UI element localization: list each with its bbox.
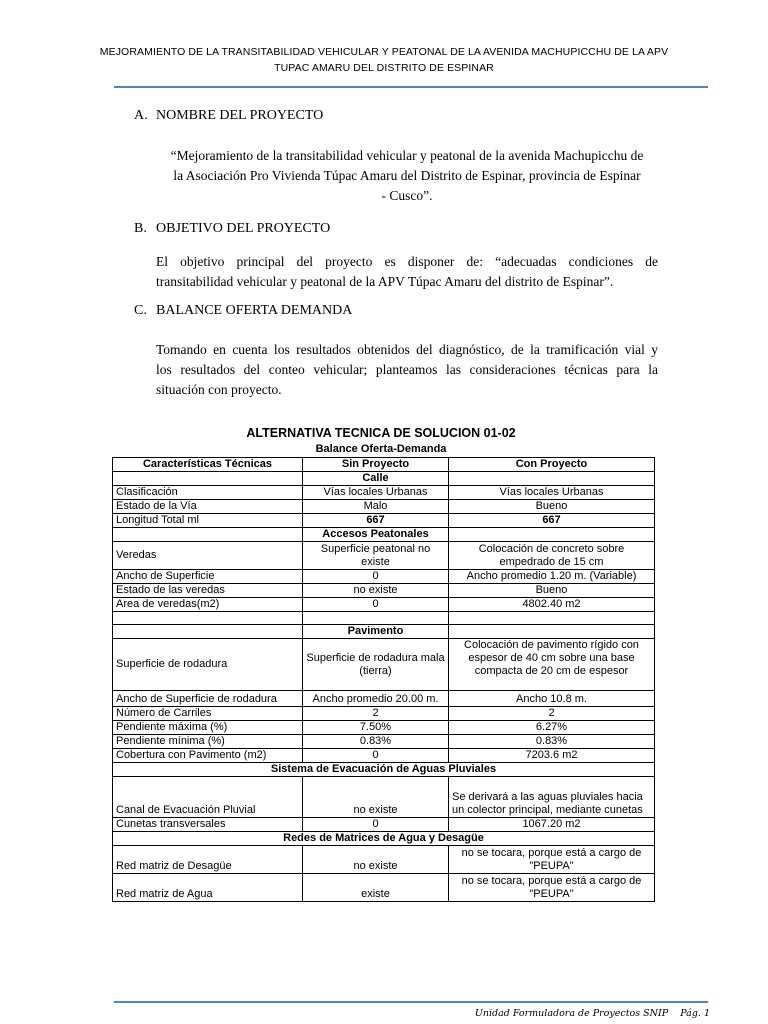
table-row (113, 846, 655, 874)
table-row (113, 570, 655, 584)
table-cell: Vías locales Urbanas (303, 486, 449, 500)
table-row (113, 818, 655, 832)
table-cell: 6.27% (449, 721, 655, 735)
section-b-title: OBJETIVO DEL PROYECTO (156, 221, 331, 236)
group-row (113, 528, 655, 542)
section-a-title: NOMBRE DEL PROYECTO (156, 108, 324, 123)
page-footer (460, 1008, 710, 1019)
table-cell: Estado de las veredas (113, 584, 303, 598)
table-cell: no existe (303, 846, 449, 874)
section-a-body (156, 146, 658, 206)
table-row (113, 777, 655, 818)
table-cell: 0 (303, 749, 449, 763)
section-c-line: los resultados del conteo vehicular; planteamos las consideraciones técnicas para la (156, 362, 658, 377)
section-c-letter: C. (134, 303, 147, 318)
table-cell: Superficie de rodadura mala (tierra) (303, 639, 449, 691)
table-row (113, 542, 655, 570)
table-row (113, 691, 655, 707)
table-row (113, 874, 655, 902)
table-cell: 0 (303, 598, 449, 612)
group-label-evacuacion: Sistema de Evacuación de Aguas Pluviales (113, 763, 655, 777)
table-cell: Superficie peatonal no existe (303, 542, 449, 570)
section-a-line: la Asociación Pro Vivienda Túpac Amaru del Distrito de Espinar, provincia de Espinar (173, 168, 641, 183)
table-cell: Canal de Evacuación Pluvial (113, 777, 303, 818)
table-cell: Area de veredas(m2) (113, 598, 303, 612)
table-cell: Vías locales Urbanas (449, 486, 655, 500)
section-c-line: Tomando en cuenta los resultados obtenidos del diagnóstico, de la tramificación vial y (156, 342, 658, 357)
table-cell: no existe (303, 584, 449, 598)
column-header: Con Proyecto (449, 458, 655, 472)
table-cell: Pendiente mínima (%) (113, 735, 303, 749)
table-row (113, 584, 655, 598)
section-c-body (156, 340, 658, 400)
table-cell: no se tocara, porque está a cargo de "PEUPA" (449, 846, 655, 874)
table-cell: 2 (303, 707, 449, 721)
table-cell: Ancho promedio 1.20 m. (Variable) (449, 570, 655, 584)
table-title: ALTERNATIVA TECNICA DE SOLUCION 01-02 (246, 426, 516, 440)
table-cell: Colocación de concreto sobre empedrado de 15 cm (449, 542, 655, 570)
group-row (113, 763, 655, 777)
section-b-body (156, 252, 658, 292)
table-row (113, 749, 655, 763)
header-line-2: TUPAC AMARU DEL DISTRITO DE ESPINAR (274, 62, 494, 74)
table-row (113, 514, 655, 528)
section-b-line: transitabilidad vehicular y peatonal de la APV Túpac Amaru del distrito de Espinar”. (156, 274, 614, 289)
table-row (113, 707, 655, 721)
section-c-line: situación con proyecto. (156, 382, 282, 397)
section-a-heading (134, 108, 323, 124)
table-cell: Clasificación (113, 486, 303, 500)
section-a-line: “Mejoramiento de la transitabilidad vehicular y peatonal de la avenida Machupicchu de (170, 148, 644, 163)
section-c-title: BALANCE OFERTA DEMANDA (156, 303, 353, 318)
table-cell: Colocación de pavimento rígido con espesor de 40 cm sobre una base compacta de 20 cm de espesor (449, 639, 655, 691)
table-cell: Bueno (449, 584, 655, 598)
table-cell: Red matriz de Agua (113, 874, 303, 902)
table-cell: 667 (449, 514, 655, 528)
table-cell: Ancho promedio 20.00 m. (303, 691, 449, 707)
table-row (113, 486, 655, 500)
table-cell: existe (303, 874, 449, 902)
group-label-calle: Calle (303, 472, 449, 486)
table-row (113, 500, 655, 514)
table-cell: Ancho de Superficie (113, 570, 303, 584)
group-row (113, 832, 655, 846)
table-cell: 7.50% (303, 721, 449, 735)
balance-table (112, 457, 655, 902)
section-a-line: - Cusco”. (381, 188, 433, 203)
group-row (113, 472, 655, 486)
table-cell: 0.83% (303, 735, 449, 749)
group-label-accesos: Accesos Peatonales (303, 528, 449, 542)
table-header-row (113, 458, 655, 472)
table-cell: Superficie de rodadura (113, 639, 303, 691)
footer-page: Pág. 1 (680, 1008, 710, 1019)
table-cell: 2 (449, 707, 655, 721)
table-cell: no existe (303, 777, 449, 818)
table-subtitle: Balance Oferta-Demanda (315, 443, 447, 455)
header-rule (114, 86, 708, 88)
table-cell: Ancho de Superficie de rodadura (113, 691, 303, 707)
table-cell: 0.83% (449, 735, 655, 749)
section-b-line: El objetivo principal del proyecto es disponer de: “adecuadas condiciones de (156, 254, 658, 269)
column-header: Características Técnicas (113, 458, 303, 472)
table-row (113, 598, 655, 612)
table-cell: 1067.20 m2 (449, 818, 655, 832)
table-cell: Veredas (113, 542, 303, 570)
table-cell: Cobertura con Pavimento (m2) (113, 749, 303, 763)
column-header: Sin Proyecto (303, 458, 449, 472)
table-cell: 667 (303, 514, 449, 528)
table-row (113, 721, 655, 735)
footer-rule (114, 1001, 708, 1003)
table-cell: Ancho 10.8 m. (449, 691, 655, 707)
table-cell: Número de Carriles (113, 707, 303, 721)
table-cell: Estado de la Vía (113, 500, 303, 514)
section-b-letter: B. (134, 221, 147, 236)
table-row (113, 735, 655, 749)
table-row (113, 639, 655, 691)
table-cell: Bueno (449, 500, 655, 514)
table-cell: 0 (303, 818, 449, 832)
section-c-heading (134, 303, 352, 319)
group-label-pavimento: Pavimento (303, 625, 449, 639)
section-b-heading (134, 221, 330, 237)
page-header (60, 44, 708, 76)
table-cell: Pendiente máxima (%) (113, 721, 303, 735)
group-row (113, 625, 655, 639)
table-cell: 0 (303, 570, 449, 584)
table-cell: Se derivará a las aguas pluviales hacia un colector principal, mediante cunetas (449, 777, 655, 818)
empty-row (113, 612, 655, 625)
table-cell: no se tocara, porque está a cargo de "PEUPA" (449, 874, 655, 902)
table-cell: 7203.6 m2 (449, 749, 655, 763)
table-cell: 4802.40 m2 (449, 598, 655, 612)
header-line-1: MEJORAMIENTO DE LA TRANSITABILIDAD VEHICULAR Y PEATONAL DE LA AVENIDA MACHUPICCHU DE LA APV (99, 46, 669, 58)
group-label-redes: Redes de Matrices de Agua y Desagüe (113, 832, 655, 846)
table-cell: Cunetas transversales (113, 818, 303, 832)
footer-unit: Unidad Formuladora de Proyectos SNIP (474, 1008, 669, 1019)
table-cell: Longitud Total ml (113, 514, 303, 528)
table-cell: Red matriz de Desagüe (113, 846, 303, 874)
table-cell: Malo (303, 500, 449, 514)
section-a-letter: A. (134, 108, 148, 123)
